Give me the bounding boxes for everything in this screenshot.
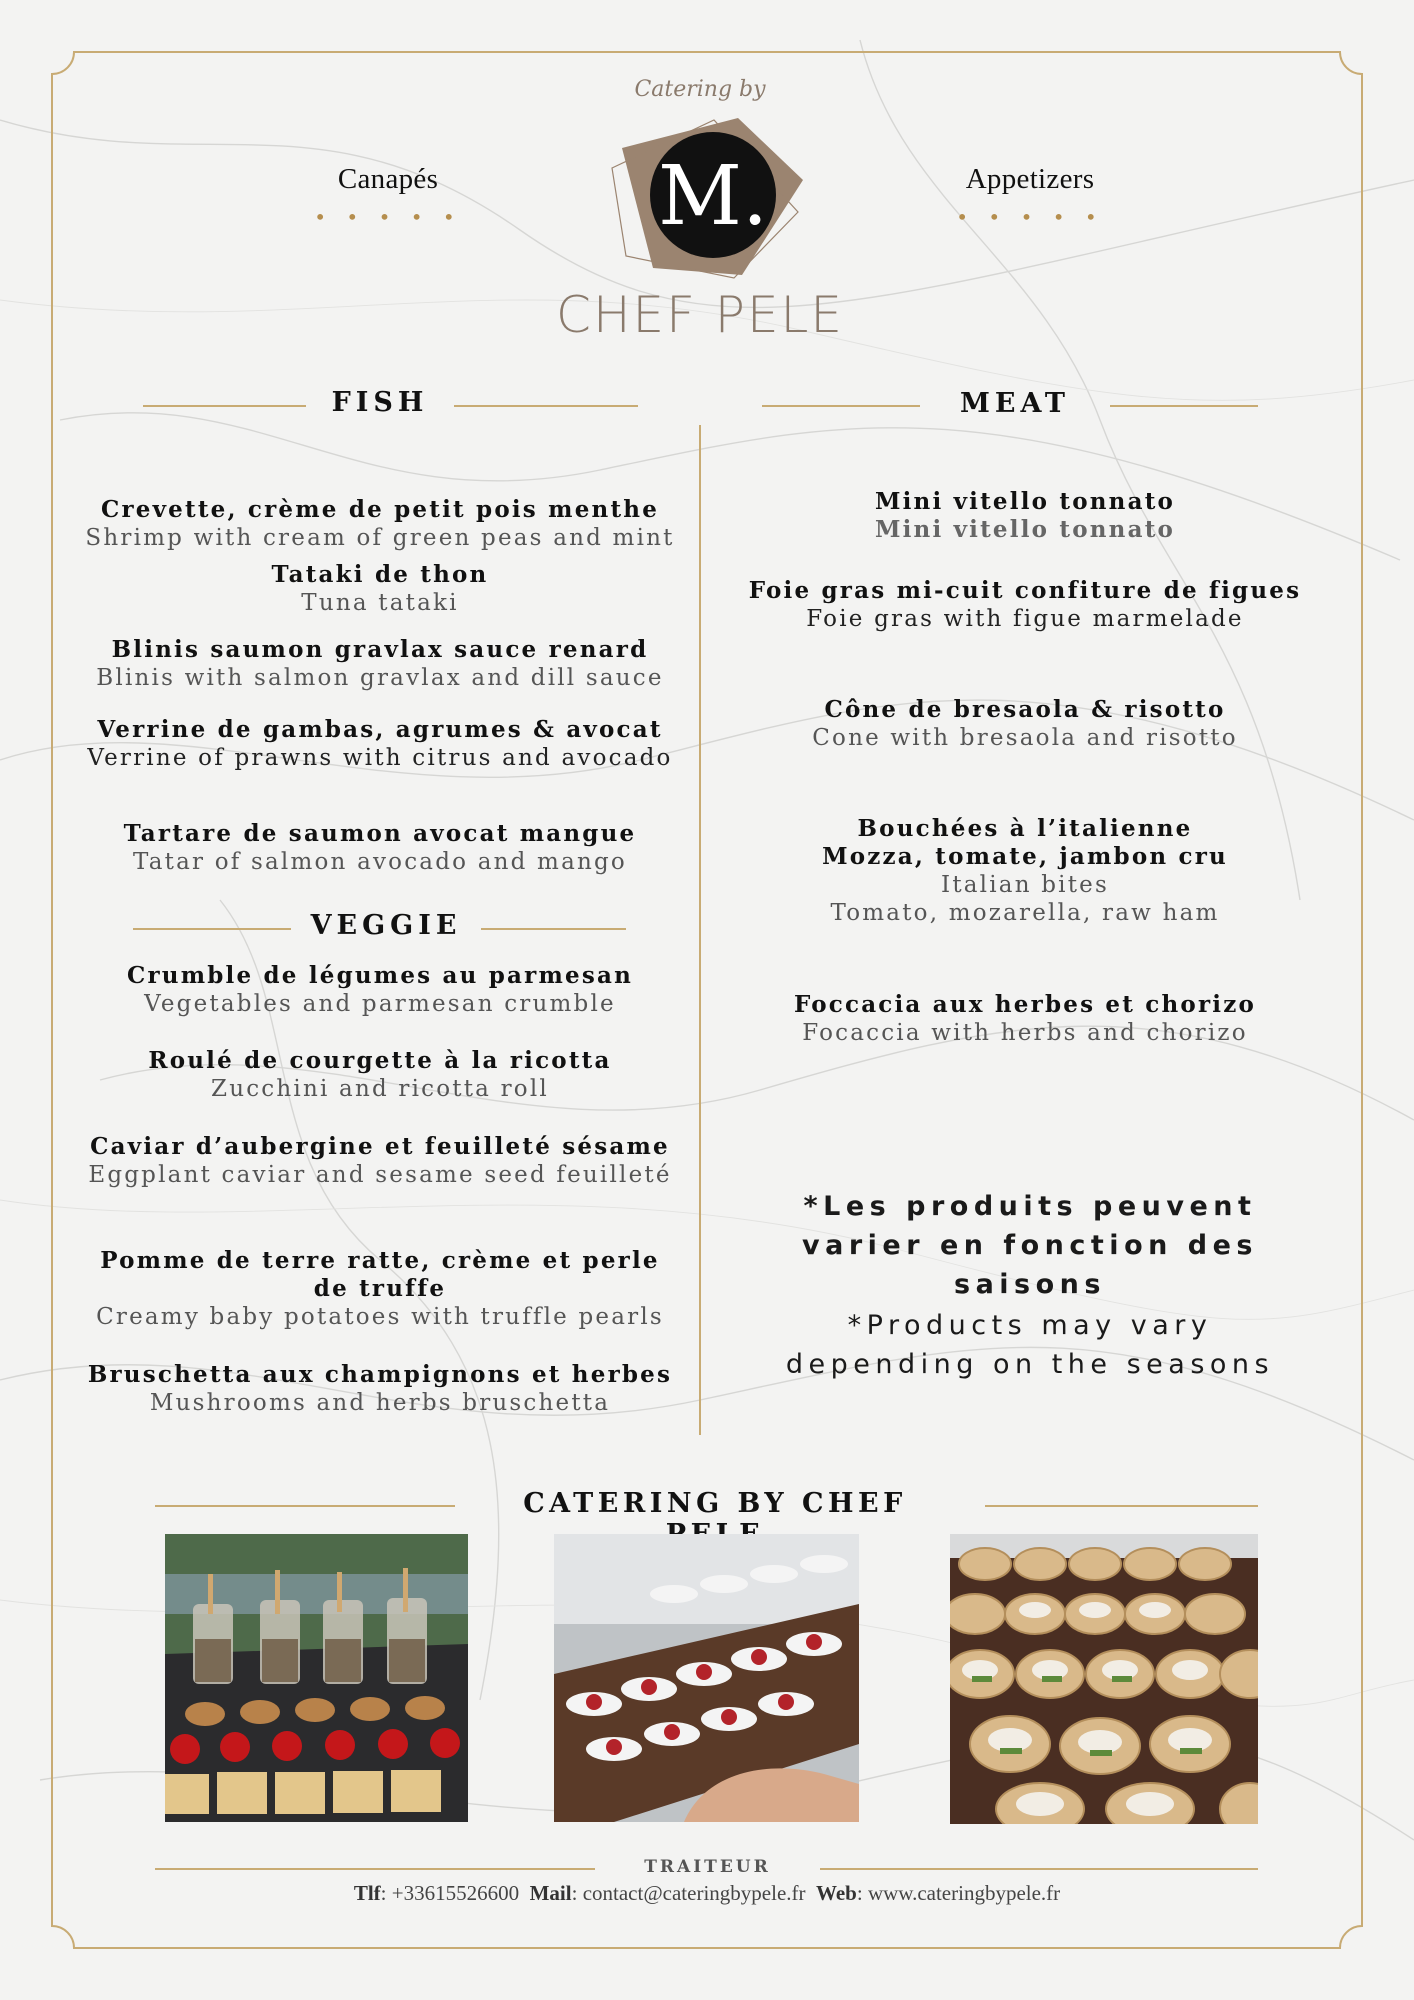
- fish-item: [60, 561, 700, 617]
- veggie-item-name-fr: Pomme de terre ratte, crème et perle de truffe: [100, 1247, 660, 1302]
- phone-value[interactable]: +33615526600: [391, 1881, 520, 1905]
- veggie-item-name-fr: Bruschetta aux champignons et herbes: [87, 1361, 673, 1388]
- fish-item: [60, 636, 700, 692]
- appetizers-heading: Appetizers: [965, 163, 1095, 195]
- brand-logo: [560, 62, 850, 347]
- meat-item-name-fr: Foccacia aux herbes et chorizo: [793, 991, 1257, 1018]
- meat-item-subname-en: Tomato, mozarella, raw ham: [830, 900, 1220, 926]
- canapes-photo: [165, 1534, 468, 1822]
- gallery-title: CATERING BY CHEF: [523, 1488, 907, 1519]
- web-label: Web: [816, 1881, 857, 1905]
- fish-item-name-fr: Tartare de saumon avocat mangue: [123, 820, 637, 847]
- veggie-item: [60, 1133, 700, 1189]
- fish-item-name-en: Tuna tataki: [301, 590, 459, 616]
- meat-item-name-fr: Bouchées à l’italienne: [857, 815, 1193, 842]
- veggie-item-name-fr: Roulé de courgette à la ricotta: [148, 1047, 612, 1074]
- contact-line: Tlf: +33615526600 Mail: contact@cateringbypele.fr Web: www.cateringbypele.fr: [353, 1881, 1061, 1905]
- fish-item: [60, 496, 700, 552]
- fish-rule-left: [143, 405, 306, 407]
- veggie-item: [60, 1047, 700, 1103]
- meat-title: MEAT: [959, 388, 1071, 419]
- meat-item-name-fr: Foie gras mi-cuit confiture de figues: [748, 577, 1302, 604]
- footer-label: TRAITEUR: [644, 1857, 771, 1877]
- veggie-item-name-en: Creamy baby potatoes with truffle pearls: [96, 1304, 664, 1330]
- phone-label: Tlf: [353, 1881, 381, 1905]
- veggie-title: VEGGIE: [310, 910, 462, 941]
- meat-item: [705, 991, 1345, 1047]
- meat-item-subname-fr: Mozza, tomate, jambon cru: [822, 843, 1228, 870]
- gallery-rule-right: [985, 1505, 1258, 1507]
- mail-label: Mail: [529, 1881, 572, 1905]
- seasonal-note-en: *Products may vary depending on the seasons: [785, 1310, 1275, 1380]
- meat-item: [705, 696, 1345, 752]
- meat-item: [705, 815, 1345, 927]
- fish-item: [60, 820, 700, 876]
- veggie-item: [80, 1247, 680, 1331]
- cups-photo: [950, 1534, 1258, 1824]
- veggie-item: [60, 962, 700, 1018]
- meat-rule-left: [762, 405, 920, 407]
- canapes-heading: Canapés: [337, 163, 439, 195]
- logo-script: Catering by: [634, 77, 766, 102]
- meat-item-name-en: Cone with bresaola and risotto: [812, 725, 1238, 751]
- logo-wordmark: CHEF PELE: [560, 286, 844, 344]
- mail-link[interactable]: contact@cateringbypele.fr: [582, 1881, 806, 1905]
- meat-item-name-en: Foie gras with figue marmelade: [806, 606, 1244, 632]
- veggie-item: [60, 1361, 700, 1417]
- footer-rule-right: [820, 1868, 1258, 1870]
- fish-item-name-fr: Tataki de thon: [271, 561, 489, 588]
- meat-item-name-fr: Mini vitello tonnato: [874, 488, 1176, 515]
- meat-item-name-en: Focaccia with herbs and chorizo: [802, 1020, 1248, 1046]
- fish-item-name-fr: Verrine de gambas, agrumes & avocat: [97, 716, 663, 743]
- fish-item-name-en: Shrimp with cream of green peas and mint: [85, 525, 675, 551]
- gallery-rule-left: [155, 1505, 455, 1507]
- appetizers-dots: • • • • •: [956, 205, 1104, 229]
- veggie-item-name-en: Eggplant caviar and sesame seed feuilleté: [88, 1162, 672, 1188]
- meat-item: [705, 577, 1345, 633]
- fish-item-name-en: Blinis with salmon gravlax and dill sauce: [96, 665, 664, 691]
- footer-rule-left: [155, 1868, 595, 1870]
- logo-monogram: M.: [657, 149, 769, 244]
- veggie-rule-left: [133, 928, 291, 930]
- fish-item-name-fr: Blinis saumon gravlax sauce renard: [111, 636, 649, 663]
- veggie-item-name-en: Vegetables and parmesan crumble: [144, 991, 616, 1017]
- meat-item-name-en: Italian bites: [941, 872, 1109, 898]
- web-link[interactable]: www.cateringbypele.fr: [867, 1881, 1061, 1905]
- meat-item-name-fr: Cône de bresaola & risotto: [824, 696, 1226, 723]
- veggie-rule-right: [481, 928, 626, 930]
- canapes-dots: • • • • •: [314, 205, 462, 229]
- veggie-item-name-fr: Crumble de légumes au parmesan: [126, 962, 634, 989]
- veggie-item-name-en: Mushrooms and herbs bruschetta: [149, 1390, 611, 1416]
- seasonal-note-fr: *Les produits peuvent varier en fonction des saisons: [802, 1191, 1258, 1300]
- fish-rule-right: [454, 405, 638, 407]
- meat-rule-right: [1110, 405, 1258, 407]
- fish-item-name-en: Verrine of prawns with citrus and avocado: [87, 745, 673, 771]
- fish-item-name-en: Tatar of salmon avocado and mango: [133, 849, 627, 875]
- veggie-item-name-en: Zucchini and ricotta roll: [211, 1076, 549, 1102]
- meat-item-name-en: Mini vitello tonnato: [874, 516, 1176, 543]
- fish-item: [60, 716, 700, 772]
- meat-item: [705, 488, 1345, 544]
- spoons-photo: [554, 1534, 859, 1822]
- fish-item-name-fr: Crevette, crème de petit pois menthe: [100, 496, 660, 523]
- fish-title: FISH: [331, 387, 429, 418]
- veggie-item-name-fr: Caviar d’aubergine et feuilleté sésame: [90, 1133, 670, 1160]
